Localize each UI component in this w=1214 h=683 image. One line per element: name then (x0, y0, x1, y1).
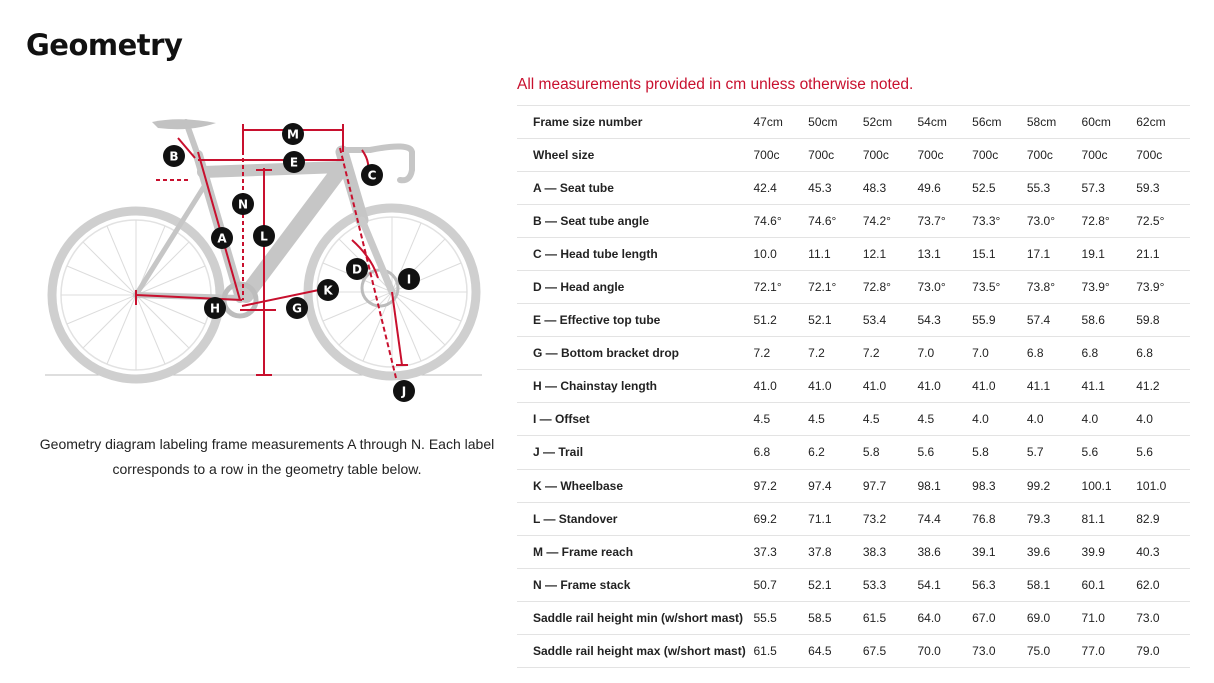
cell-value: 4.5 (862, 403, 917, 436)
cell-value: 98.3 (971, 469, 1026, 502)
cell-value: 41.2 (1135, 370, 1190, 403)
cell-value: 7.2 (862, 337, 917, 370)
row-label: D — Head angle (517, 271, 752, 304)
cell-value: 73.7° (917, 205, 972, 238)
measurement-note: All measurements provided in cm unless otherwise noted. (517, 76, 914, 93)
table-row (517, 172, 1190, 205)
cell-value: 56.3 (971, 568, 1026, 601)
cell-value: 58.1 (1026, 568, 1081, 601)
cell-value: 73.0 (971, 634, 1026, 667)
cell-value: 10.0 (752, 238, 807, 271)
table-row (517, 436, 1190, 469)
cell-value: 700c (807, 139, 862, 172)
svg-text:D: D (352, 262, 362, 277)
svg-text:L: L (260, 229, 268, 244)
cell-value: 7.2 (807, 337, 862, 370)
bike-geometry-diagram (40, 110, 490, 410)
cell-value: 41.1 (1081, 370, 1136, 403)
table-header-row (517, 106, 1190, 139)
cell-value: 73.5° (971, 271, 1026, 304)
cell-value: 48.3 (862, 172, 917, 205)
table-row (517, 469, 1190, 502)
cell-value: 41.0 (971, 370, 1026, 403)
cell-value: 6.8 (1026, 337, 1081, 370)
cell-value: 52.1 (807, 568, 862, 601)
badge-e (283, 151, 305, 173)
cell-value: 53.4 (862, 304, 917, 337)
svg-text:K: K (323, 283, 333, 298)
cell-value: 49.6 (917, 172, 972, 205)
cell-value: 54.1 (917, 568, 972, 601)
cell-value: 700c (971, 139, 1026, 172)
cell-value: 79.3 (1026, 502, 1081, 535)
svg-text:E: E (289, 155, 299, 170)
cell-value: 37.8 (807, 535, 862, 568)
cell-value: 4.0 (1081, 403, 1136, 436)
cell-value: 71.0 (1081, 601, 1136, 634)
cell-value: 97.7 (862, 469, 917, 502)
table-row (517, 337, 1190, 370)
cell-value: 7.0 (917, 337, 972, 370)
cell-value: 60cm (1081, 106, 1136, 139)
cell-value: 69.2 (752, 502, 807, 535)
cell-value: 38.3 (862, 535, 917, 568)
cell-value: 40.3 (1135, 535, 1190, 568)
cell-value: 75.0 (1026, 634, 1081, 667)
table-row (517, 535, 1190, 568)
cell-value: 98.1 (917, 469, 972, 502)
svg-text:G: G (292, 301, 302, 316)
cell-value: 37.3 (752, 535, 807, 568)
cell-value: 72.5° (1135, 205, 1190, 238)
cell-value: 53.3 (862, 568, 917, 601)
cell-value: 6.8 (1135, 337, 1190, 370)
table-row (517, 601, 1190, 634)
cell-value: 39.1 (971, 535, 1026, 568)
cell-value: 54.3 (917, 304, 972, 337)
cell-value: 73.0° (1026, 205, 1081, 238)
badge-n (232, 193, 254, 215)
cell-value: 99.2 (1026, 469, 1081, 502)
svg-text:N: N (237, 197, 249, 212)
cell-value: 64.5 (807, 634, 862, 667)
cell-value: 39.9 (1081, 535, 1136, 568)
geometry-table (517, 105, 1190, 668)
cell-value: 5.6 (1081, 436, 1136, 469)
cell-value: 58cm (1026, 106, 1081, 139)
row-label: H — Chainstay length (517, 370, 752, 403)
cell-value: 7.0 (971, 337, 1026, 370)
cell-value: 100.1 (1081, 469, 1136, 502)
cell-value: 59.3 (1135, 172, 1190, 205)
table-row (517, 304, 1190, 337)
cell-value: 5.8 (862, 436, 917, 469)
cell-value: 61.5 (752, 634, 807, 667)
cell-value: 38.6 (917, 535, 972, 568)
cell-value: 61.5 (862, 601, 917, 634)
cell-value: 41.1 (1026, 370, 1081, 403)
cell-value: 71.1 (807, 502, 862, 535)
cell-value: 700c (1026, 139, 1081, 172)
cell-value: 41.0 (862, 370, 917, 403)
cell-value: 12.1 (862, 238, 917, 271)
cell-value: 73.2 (862, 502, 917, 535)
cell-value: 700c (1081, 139, 1136, 172)
page-title: Geometry (26, 28, 183, 62)
cell-value: 56cm (971, 106, 1026, 139)
badge-b (163, 145, 185, 167)
row-label: B — Seat tube angle (517, 205, 752, 238)
cell-value: 57.3 (1081, 172, 1136, 205)
svg-text:H: H (209, 301, 221, 316)
cell-value: 73.9° (1135, 271, 1190, 304)
cell-value: 11.1 (807, 238, 862, 271)
cell-value: 73.8° (1026, 271, 1081, 304)
cell-value: 51.2 (752, 304, 807, 337)
cell-value: 79.0 (1135, 634, 1190, 667)
cell-value: 70.0 (917, 634, 972, 667)
badge-d (346, 258, 368, 280)
cell-value: 67.0 (971, 601, 1026, 634)
cell-value: 62cm (1135, 106, 1190, 139)
cell-value: 4.5 (917, 403, 972, 436)
badge-g (286, 297, 308, 319)
cell-value: 5.6 (1135, 436, 1190, 469)
row-label: E — Effective top tube (517, 304, 752, 337)
cell-value: 21.1 (1135, 238, 1190, 271)
cell-value: 101.0 (1135, 469, 1190, 502)
cell-value: 700c (752, 139, 807, 172)
badge-m (282, 123, 304, 145)
cell-value: 17.1 (1026, 238, 1081, 271)
cell-value: 700c (862, 139, 917, 172)
cell-value: 52cm (862, 106, 917, 139)
cell-value: 59.8 (1135, 304, 1190, 337)
badge-a (211, 227, 233, 249)
badge-k (317, 279, 339, 301)
cell-value: 97.2 (752, 469, 807, 502)
cell-value: 69.0 (1026, 601, 1081, 634)
cell-value: 7.2 (752, 337, 807, 370)
cell-value: 50cm (807, 106, 862, 139)
row-label: Wheel size (517, 139, 752, 172)
row-label: M — Frame reach (517, 535, 752, 568)
saddle (152, 119, 216, 129)
cell-value: 72.8° (862, 271, 917, 304)
cell-value: 76.8 (971, 502, 1026, 535)
table-row (517, 634, 1190, 667)
row-label: K — Wheelbase (517, 469, 752, 502)
row-label: N — Frame stack (517, 568, 752, 601)
cell-value: 73.0 (1135, 601, 1190, 634)
cell-value: 74.6° (752, 205, 807, 238)
diagram-caption: Geometry diagram labeling frame measurements A through N. Each label corresponds to a row in the geometry table below. (39, 436, 495, 477)
table-row (517, 568, 1190, 601)
cell-value: 4.0 (971, 403, 1026, 436)
row-label: A — Seat tube (517, 172, 752, 205)
cell-value: 41.0 (917, 370, 972, 403)
cell-value: 73.9° (1081, 271, 1136, 304)
badge-c (361, 164, 383, 186)
cell-value: 19.1 (1081, 238, 1136, 271)
table-row (517, 403, 1190, 436)
cell-value: 72.8° (1081, 205, 1136, 238)
cell-value: 62.0 (1135, 568, 1190, 601)
cell-value: 5.6 (917, 436, 972, 469)
cell-value: 60.1 (1081, 568, 1136, 601)
svg-text:M: M (287, 127, 299, 142)
badge-i (398, 268, 420, 290)
badge-j (393, 380, 415, 402)
badge-l (253, 225, 275, 247)
cell-value: 6.8 (1081, 337, 1136, 370)
cell-value: 700c (917, 139, 972, 172)
cell-value: 58.6 (1081, 304, 1136, 337)
cell-value: 41.0 (752, 370, 807, 403)
row-label: Saddle rail height min (w/short mast) (517, 601, 752, 634)
cell-value: 77.0 (1081, 634, 1136, 667)
cell-value: 13.1 (917, 238, 972, 271)
cell-value: 50.7 (752, 568, 807, 601)
cell-value: 55.9 (971, 304, 1026, 337)
cell-value: 73.3° (971, 205, 1026, 238)
cell-value: 74.2° (862, 205, 917, 238)
cell-value: 42.4 (752, 172, 807, 205)
table-row (517, 205, 1190, 238)
badge-h (204, 297, 226, 319)
svg-text:A: A (217, 231, 227, 246)
cell-value: 15.1 (971, 238, 1026, 271)
svg-text:J: J (401, 384, 407, 399)
row-label: Frame size number (517, 106, 752, 139)
svg-text:I: I (406, 272, 412, 287)
cell-value: 55.5 (752, 601, 807, 634)
cell-value: 6.8 (752, 436, 807, 469)
cell-value: 4.5 (752, 403, 807, 436)
cell-value: 700c (1135, 139, 1190, 172)
svg-text:C: C (367, 168, 377, 183)
cell-value: 39.6 (1026, 535, 1081, 568)
cell-value: 5.8 (971, 436, 1026, 469)
cell-value: 52.5 (971, 172, 1026, 205)
table-row (517, 271, 1190, 304)
cell-value: 74.4 (917, 502, 972, 535)
cell-value: 57.4 (1026, 304, 1081, 337)
cell-value: 81.1 (1081, 502, 1136, 535)
cell-value: 6.2 (807, 436, 862, 469)
cell-value: 67.5 (862, 634, 917, 667)
row-label: I — Offset (517, 403, 752, 436)
svg-text:B: B (169, 149, 179, 164)
cell-value: 73.0° (917, 271, 972, 304)
cell-value: 47cm (752, 106, 807, 139)
row-label: L — Standover (517, 502, 752, 535)
row-label: Saddle rail height max (w/short mast) (517, 634, 752, 667)
cell-value: 58.5 (807, 601, 862, 634)
cell-value: 41.0 (807, 370, 862, 403)
cell-value: 82.9 (1135, 502, 1190, 535)
cell-value: 97.4 (807, 469, 862, 502)
table-row (517, 370, 1190, 403)
row-label: J — Trail (517, 436, 752, 469)
table-row (517, 238, 1190, 271)
cell-value: 72.1° (752, 271, 807, 304)
cell-value: 55.3 (1026, 172, 1081, 205)
cell-value: 64.0 (917, 601, 972, 634)
cell-value: 54cm (917, 106, 972, 139)
cell-value: 45.3 (807, 172, 862, 205)
cell-value: 4.0 (1026, 403, 1081, 436)
table-row (517, 139, 1190, 172)
row-label: G — Bottom bracket drop (517, 337, 752, 370)
cell-value: 4.5 (807, 403, 862, 436)
cell-value: 74.6° (807, 205, 862, 238)
row-label: C — Head tube length (517, 238, 752, 271)
cell-value: 52.1 (807, 304, 862, 337)
cell-value: 5.7 (1026, 436, 1081, 469)
cell-value: 72.1° (807, 271, 862, 304)
table-row (517, 502, 1190, 535)
cell-value: 4.0 (1135, 403, 1190, 436)
